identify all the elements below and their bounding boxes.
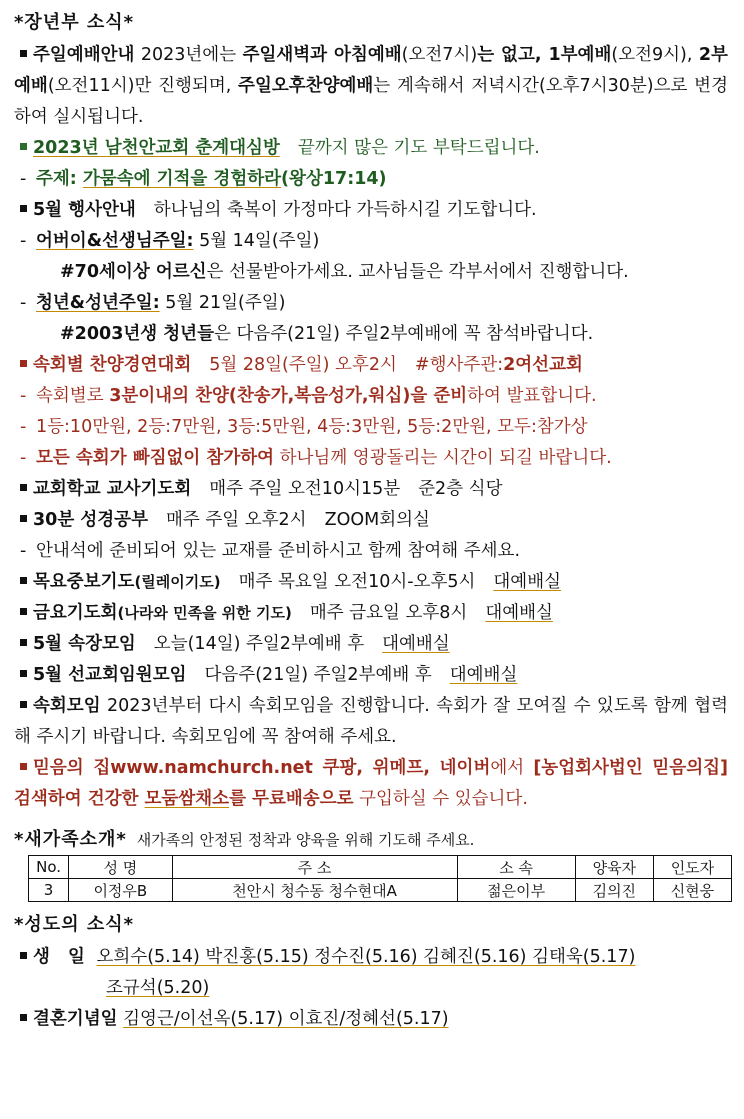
youth-label: 청년&성년주일: [36, 293, 160, 313]
worship-text: 2부예배 [14, 45, 728, 96]
faith-house-bold: [농업회사법인 믿음의집] 검색하여 건강한 [14, 758, 729, 809]
table-cell: 김의진 [575, 879, 653, 902]
praise-line-2: - 1등:10만원, 2등:7만원, 3등:5만원, 4등:3만원, 5등:2만원, 모두:참가상 [20, 417, 588, 437]
revival-notice [14, 133, 728, 164]
youth-note-bold: #2003년생 청년들 [60, 324, 214, 344]
bible-note-text: 안내석에 준비되어 있는 교재를 준비하시고 함께 참여해 주세요. [36, 541, 521, 561]
table-cell: 천안시 청수동 청수현대A [172, 879, 457, 902]
praise-text: 속회별로 [36, 386, 110, 406]
table-cell: 이정우B [69, 879, 172, 902]
worship-text: 주일오후찬양예배 [238, 76, 374, 96]
meeting-heading: 속회모임 [33, 696, 101, 716]
revival-heading: 2023년 남천안교회 춘계대심방 [33, 138, 280, 158]
praise-text: 하나님께 영광돌리는 시간이 되길 바랍니다. [274, 448, 612, 468]
thursday-prayer [14, 567, 728, 598]
worship-text: 주일새벽과 아침예배 [242, 45, 402, 65]
teachers-heading: 교회학교 교사기도회 [33, 479, 192, 499]
officers-time: 다음주(21일) 주일2부예배 후 [204, 665, 432, 685]
youth-date: 5월 21일(주일) [159, 293, 286, 313]
teachers-time: 매주 주일 오전10시15분 [209, 479, 401, 499]
parents-note-bold: #70세이상 어르신 [60, 262, 207, 282]
bullet-icon [20, 484, 27, 491]
teachers-place: 준2층 식당 [418, 479, 503, 499]
parents-note-text: 은 선물받아가세요. 교사님들은 각부서에서 진행합니다. [206, 262, 629, 282]
bullet-icon [20, 763, 27, 770]
bible-note: - 안내석에 준비되어 있는 교재를 준비하시고 함께 참여해 주세요. [20, 541, 521, 561]
table-header: 인도자 [653, 856, 731, 879]
cell-leaders [14, 629, 728, 660]
revival-text: 끝까지 많은 기도 부탁드립니다. [297, 138, 540, 158]
cell-time: 오늘(14일) 주일2부예배 후 [153, 634, 365, 654]
faith-house-bold: 모둠쌈채소 [144, 789, 230, 809]
praise-bold: 3분이내의 찬양(찬송가,복음성가,워십)을 준비 [109, 386, 468, 406]
thursday-sub: (릴레이기도) [134, 573, 221, 591]
worship-text: 는 계속해서 저녁시간(오후7시30분)으로 변경하여 실시됩니다. [14, 76, 728, 127]
revival-theme: - 주제: 가뭄속에 기적을 경험하라(왕상17:14) [20, 169, 387, 189]
birthday-label: 생 일 [33, 947, 91, 967]
table-header-row [29, 856, 732, 879]
table-row [29, 879, 732, 902]
worship-text: (오전9시), [611, 45, 699, 65]
bullet-icon [20, 952, 27, 959]
table-header: 양육자 [575, 856, 653, 879]
thursday-heading: 목요중보기도 [33, 572, 135, 592]
new-family-table [28, 855, 732, 902]
youth-note [14, 319, 728, 350]
praise-contest [14, 350, 728, 381]
praise-heading: 속회별 찬양경연대회 [33, 355, 192, 375]
friday-sub: (나라와 민족을 위한 기도) [117, 604, 292, 622]
praise-date: 5월 28일(주일) 오후2시 [209, 355, 397, 375]
bullet-icon [20, 670, 27, 677]
bible-place: ZOOM회의실 [324, 510, 430, 530]
worship-text: (오전11시)만 진행되며, [47, 76, 239, 96]
worship-text: 는 없고, 1부예배 [477, 45, 612, 65]
faith-house-text: 구입하실 수 있습니다. [353, 789, 528, 809]
worship-text: (오전7시) [401, 45, 478, 65]
theme-text: 가뭄속에 기적을 경험하라 [82, 169, 282, 189]
may-events-text: 하나님의 축복이 가정마다 가득하시길 기도합니다. [153, 200, 537, 220]
praise-host-label: #행사주관: [414, 355, 504, 375]
theme-label: 주제: [36, 169, 83, 189]
new-family-header [14, 825, 728, 851]
theme-ref: (왕상17:14) [281, 169, 387, 189]
praise-bold: 모든 속회가 빠짐없이 참가하여 [36, 448, 275, 468]
table-header: 주 소 [172, 856, 457, 879]
thursday-time: 매주 목요일 오전10시-오후5시 [238, 572, 476, 592]
praise-host: 2여선교회 [503, 355, 583, 375]
bullet-icon [20, 515, 27, 522]
worship-notice [14, 40, 728, 133]
worship-text: 2023년에는 [134, 45, 243, 65]
new-family-title: *새가족소개* [14, 829, 127, 850]
officers-heading: 5월 선교회임원모임 [33, 665, 187, 685]
birthday-list: 오희수(5.14) 박진홍(5.15) 정수진(5.16) 김혜진(5.16) 김태욱(5.17) [96, 947, 636, 967]
parents-day: - 어버이&선생님주일: 5월 14일(주일) [20, 231, 320, 251]
table-header: 소 속 [457, 856, 575, 879]
bullet-icon [20, 50, 27, 57]
bible-study [14, 505, 728, 536]
youth-day: - 청년&성년주일: 5월 21일(주일) [20, 293, 286, 313]
faith-house-text: 에서 [490, 758, 534, 778]
faith-house [14, 753, 728, 815]
birthdays [14, 942, 728, 973]
birthdays-cont [14, 973, 728, 1004]
anniversary-list: 김영근/이선옥(5.17) 이효진/정혜선(5.17) [123, 1009, 449, 1029]
bible-heading: 30분 성경공부 [33, 510, 148, 530]
bullet-icon [20, 608, 27, 615]
cell-heading: 5월 속장모임 [33, 634, 136, 654]
bullet-icon [20, 205, 27, 212]
may-events [14, 195, 728, 226]
officers-place: 대예배실 [449, 665, 518, 685]
friday-heading: 금요기도회 [33, 603, 118, 623]
parents-label: 어버이&선생님주일: [36, 231, 194, 251]
cell-place: 대예배실 [382, 634, 450, 654]
praise-line-3: - 모든 속회가 빠짐없이 참가하여 하나님께 영광돌리는 시간이 되길 바랍니다. [20, 448, 612, 468]
bullet-icon [20, 360, 27, 367]
officers-meeting [14, 660, 728, 691]
bullet-icon [20, 577, 27, 584]
table-header: 성 명 [69, 856, 172, 879]
worship-heading: 주일예배안내 [33, 45, 135, 65]
friday-prayer [14, 598, 728, 629]
anniversary-label: 결혼기념일 [33, 1009, 118, 1029]
bullet-icon [20, 701, 27, 708]
elder-section-title: *장년부 소식* [14, 12, 135, 33]
cell-meeting [14, 691, 728, 753]
table-header: No. [29, 856, 69, 879]
praise-line-1: - 속회별로 3분이내의 찬양(찬송가,복음성가,워십)을 준비하여 발표합니다. [20, 386, 597, 406]
meeting-text: 2023년부터 다시 속회모임을 진행합니다. 속회가 잘 모여질 수 있도록 함께 협력해 주시기 바랍니다. 속회모임에 꼭 참여해 주세요. [14, 696, 728, 747]
youth-note-text: 은 다음주(21일) 주일2부예배에 꼭 참석바랍니다. [214, 324, 594, 344]
new-family-note: 새가족의 안정된 정착과 양육을 위해 기도해 주세요. [136, 831, 475, 849]
praise-prizes: 1등:10만원, 2등:7만원, 3등:5만원, 4등:3만원, 5등:2만원, 모두:참가상 [36, 417, 588, 437]
bullet-icon [20, 639, 27, 646]
saints-title: *성도의 소식* [14, 914, 135, 935]
friday-place: 대예배실 [485, 603, 553, 623]
table-cell: 신현웅 [653, 879, 731, 902]
bullet-icon [20, 1014, 27, 1021]
friday-time: 매주 금요일 오후8시 [309, 603, 468, 623]
parents-note [14, 257, 728, 288]
may-events-heading: 5월 행사안내 [33, 200, 136, 220]
anniversaries [14, 1004, 728, 1035]
parents-date: 5월 14일(주일) [193, 231, 320, 251]
table-cell: 젊은이부 [457, 879, 575, 902]
birthday-list: 조규석(5.20) [106, 978, 210, 998]
thursday-place: 대예배실 [493, 572, 562, 592]
bible-time: 매주 주일 오후2시 [165, 510, 307, 530]
faith-house-bold: 를 무료배송으로 [229, 789, 354, 809]
praise-text: 하여 발표합니다. [467, 386, 597, 406]
faith-house-heading: 믿음의 집www.namchurch.net 쿠팡, 위메프, 네이버 [33, 758, 491, 778]
bullet-icon [20, 143, 27, 150]
teachers-prayer [14, 474, 728, 505]
table-cell: 3 [29, 879, 69, 902]
